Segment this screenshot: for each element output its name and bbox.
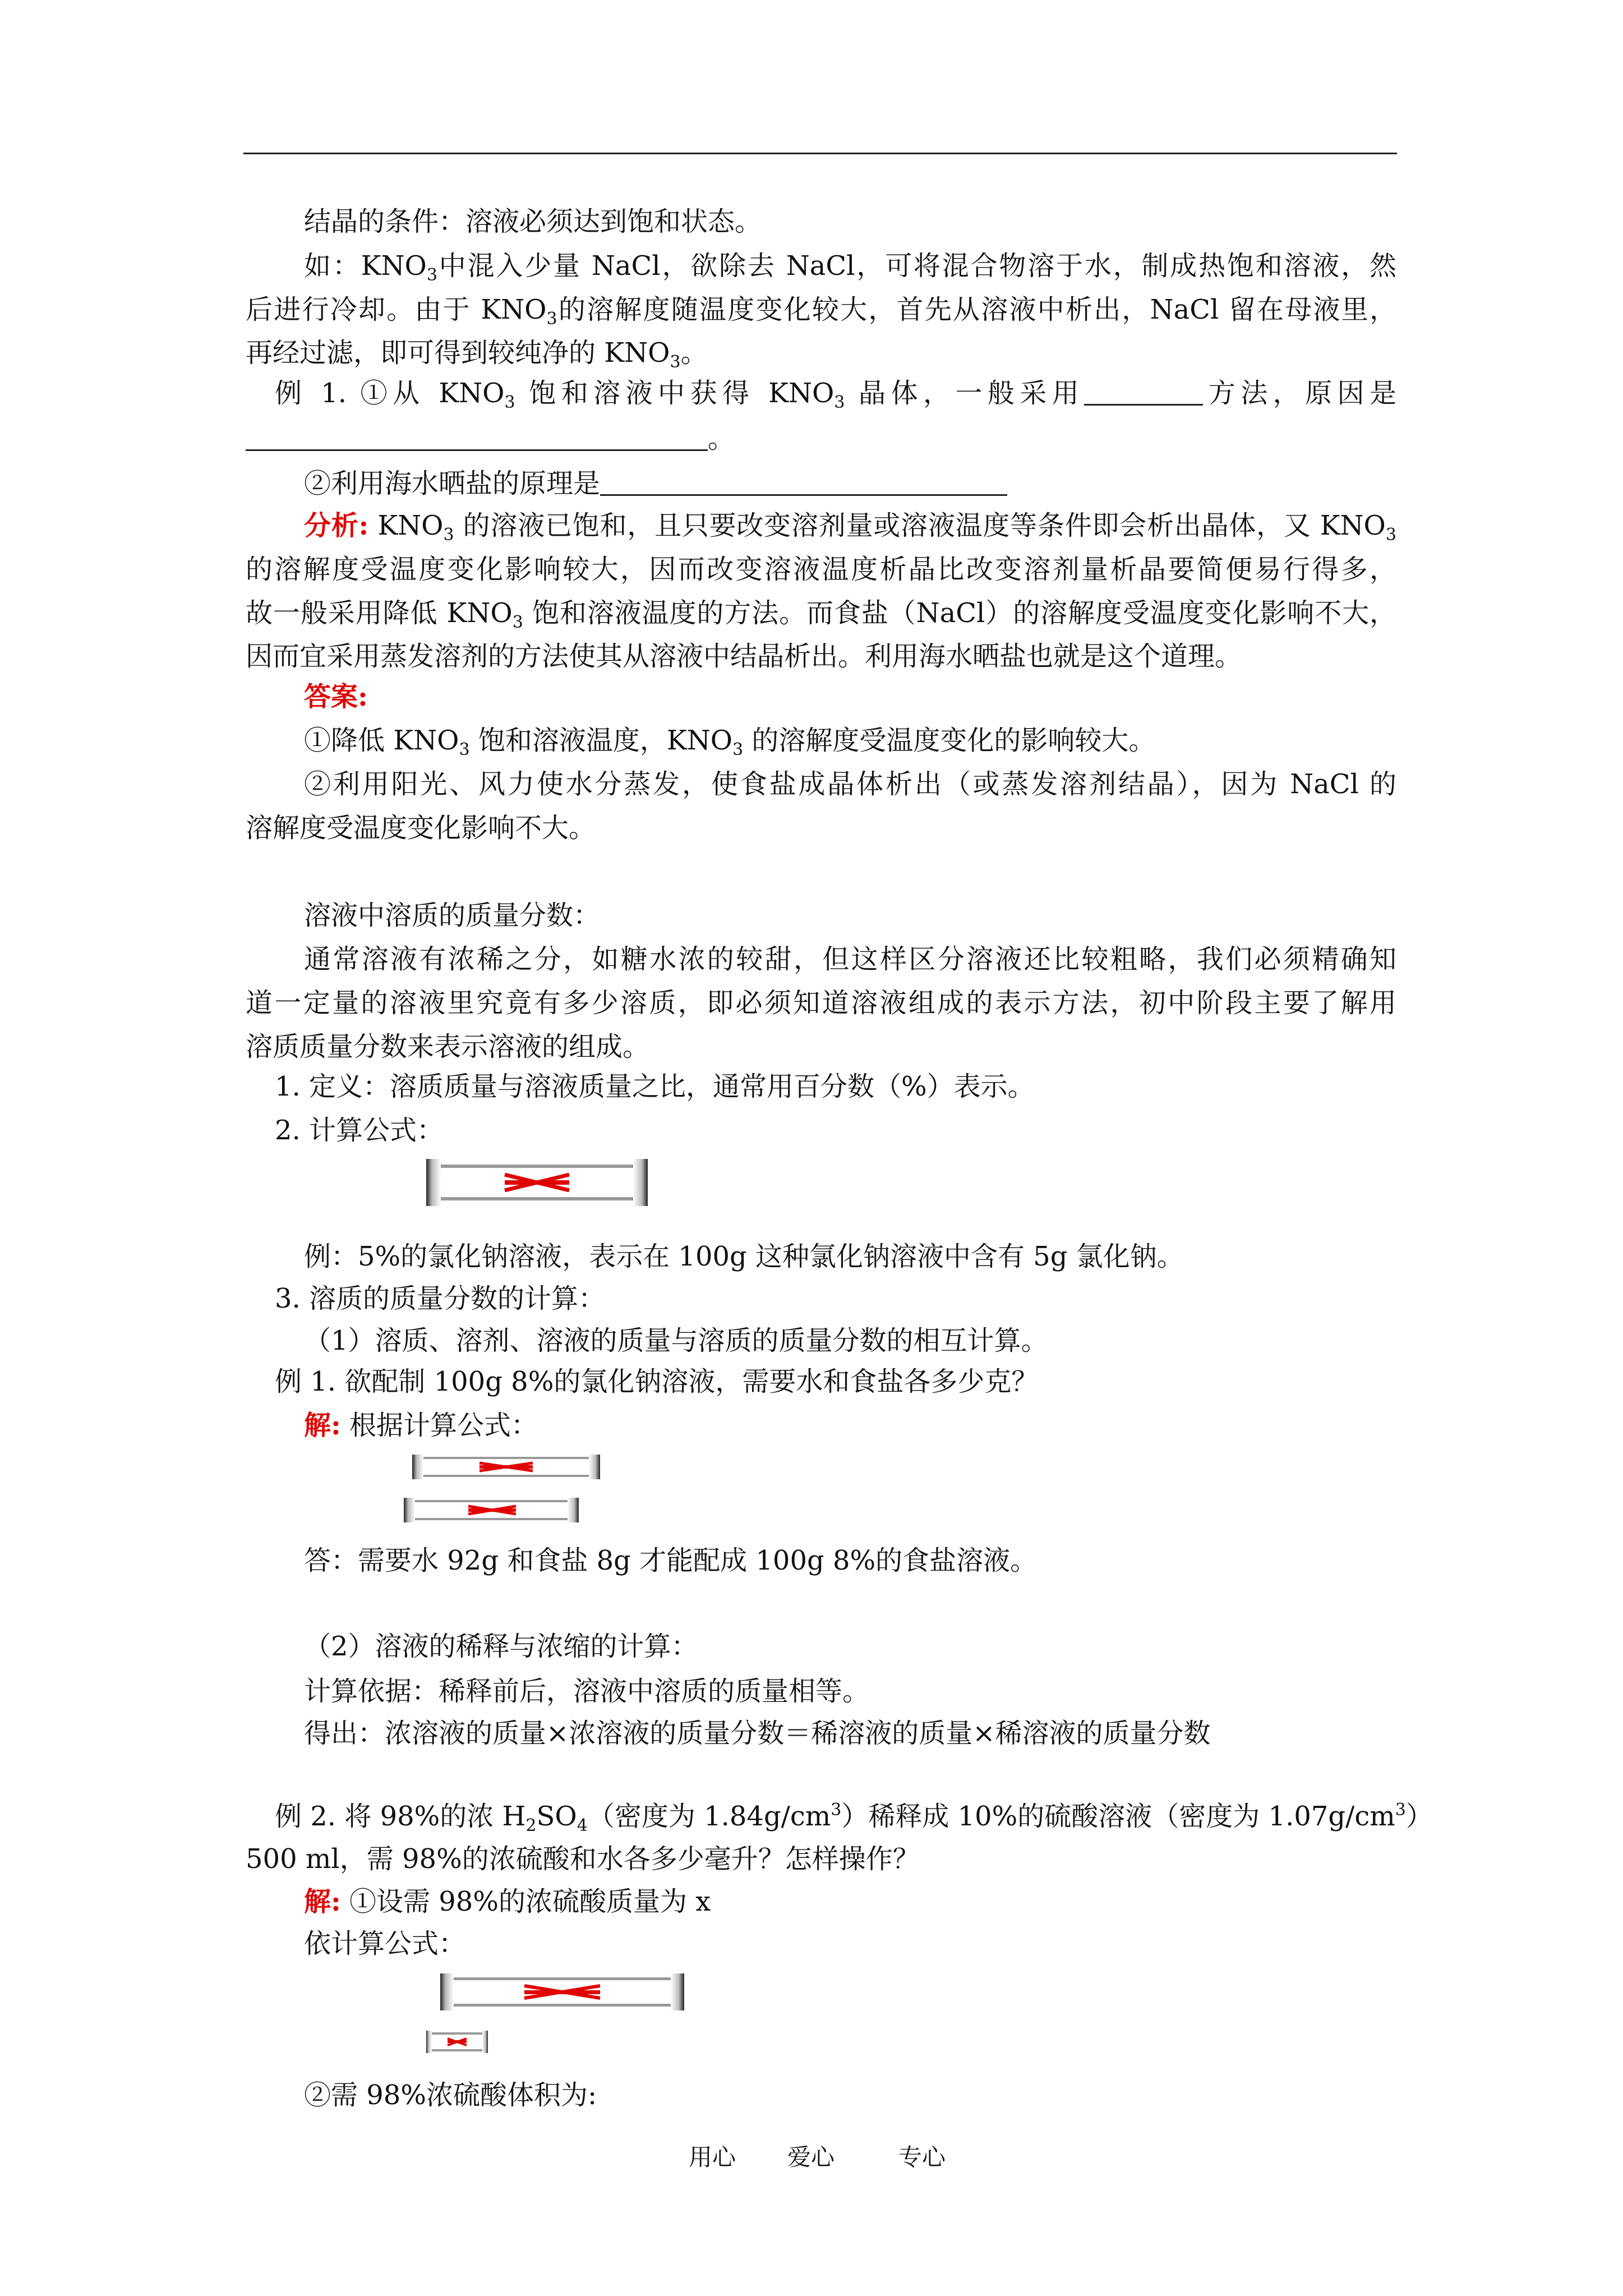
section-heading: 溶液中溶质的质量分数： [304, 900, 601, 931]
example-kno3-line-2: 后进行冷却。由于 $KNO_3$的溶解度随温度变化较大，首先从溶液中析出，NaCl 留在母液里， [246, 294, 1396, 329]
example-2-step-2: ②需 98%浓硫酸体积为: [304, 2079, 597, 2111]
solution-formula-image-1 [412, 1455, 600, 1479]
calc-example-1-answer: 答：需要水 92g 和食盐 8g 才能配成 100g 8%的食盐溶液。 [304, 1545, 1038, 1576]
answer-label: 答案: [304, 681, 368, 712]
footer-text-2: 爱心 [787, 2143, 835, 2171]
intro-line-3: 溶质质量分数来表示溶液的组成。 [246, 1031, 650, 1062]
calc-example-1-question: 例 1. 欲配制 100g 8%的氯化钠溶液，需要水和食盐各多少克？ [275, 1366, 1039, 1397]
analysis-line-1: 分析: $KNO_3$ 的溶液已饱和，且只要改变溶剂量或溶液温度等条件即会析出晶体，又 $KNO_3$ [304, 510, 1397, 545]
analysis-label: 分析: [304, 510, 369, 541]
example-kno3-line-1: 如：$KNO_3$中混入少量 NaCl，欲除去 NaCl，可将混合物溶于水，制成热饱和溶液，然 [304, 250, 1396, 285]
intro-line-2: 道一定量的溶液里究竟有多少溶质，即必须知道溶液组成的表示方法，初中阶段主要了解用 [246, 987, 1396, 1019]
footer-text-3: 专心 [898, 2143, 946, 2171]
example-2-solution: 解: ①设需 98%的浓硫酸质量为 x [304, 1886, 711, 1917]
solution-formula-image-2 [404, 1498, 579, 1522]
example-1-question: 例 1. ①从 $KNO_3$ 饱和溶液中获得 $KNO_3$ 晶体，一般采用 方法，原因是 [275, 378, 1396, 412]
calculation-heading: 3. 溶质的质量分数的计算： [275, 1283, 606, 1314]
analysis-line-2: 的溶解度受温度变化影响较大，因而改变溶液温度析晶比改变溶剂量析晶要简便易行得多， [246, 554, 1396, 585]
header-rule [243, 153, 1397, 154]
example-2-formula-image-1 [440, 1973, 684, 2010]
example-2-formula-image-2 [426, 2031, 488, 2053]
answer-blank[interactable] [246, 425, 708, 451]
example-2-line-2: 500 ml，需 98%的浓硫酸和水各多少毫升？怎样操作？ [246, 1843, 920, 1875]
answer-blank[interactable] [1084, 379, 1203, 406]
intro-line-1: 通常溶液有浓稀之分，如糖水浓的较甜，但这样区分溶液还比较粗略，我们必须精确知 [304, 944, 1396, 975]
answer-blank[interactable] [600, 470, 1007, 496]
definition: 1. 定义：溶质质量与溶液质量之比，通常用百分数（%）表示。 [275, 1071, 1035, 1102]
formula-heading: 2. 计算公式： [275, 1115, 444, 1146]
example-2-formula-heading: 依计算公式： [304, 1928, 466, 1959]
percentage-example: 例：5%的氯化钠溶液，表示在 100g 这种氯化钠溶液中含有 5g 氯化钠。 [304, 1241, 1184, 1272]
example-1-part-2: ②利用海水晒盐的原理是 [304, 467, 1007, 500]
dilution-heading: （2）溶液的稀释与浓缩的计算： [304, 1631, 698, 1662]
example-kno3-line-3: 再经过滤，即可得到较纯净的 $KNO_3$。 [246, 337, 708, 372]
example-1-reason-line: 。 [246, 422, 735, 455]
dilution-basis: 计算依据：稀释前后，溶液中溶质的质量相等。 [304, 1676, 870, 1707]
answer-2-line-2: 溶解度受温度变化影响不大。 [246, 812, 596, 844]
answer-2-line-1: ②利用阳光、风力使水分蒸发，使食盐成晶体析出（或蒸发溶剂结晶），因为 NaCl 的 [304, 769, 1396, 800]
dilution-result: 得出：浓溶液的质量×浓溶液的质量分数＝稀溶液的质量×稀溶液的质量分数 [304, 1718, 1211, 1749]
analysis-line-4: 因而宜采用蒸发溶剂的方法使其从溶液中结晶析出。利用海水晒盐也就是这个道理。 [246, 641, 1242, 672]
formula-image-placeholder [426, 1159, 648, 1206]
footer-text-1: 用心 [689, 2143, 736, 2171]
calculation-subheading: （1）溶质、溶剂、溶液的质量与溶质的质量分数的相互计算。 [304, 1325, 1048, 1356]
crystallization-condition: 结晶的条件：溶液必须达到饱和状态。 [304, 206, 762, 237]
answer-1: ①降低 $KNO_3$ 饱和溶液温度，$KNO_3$ 的溶解度受温度变化的影响较大。 [304, 725, 1156, 760]
analysis-line-3: 故一般采用降低 $KNO_3$ 饱和溶液温度的方法。而食盐（NaCl）的溶解度受温度变化影响不大， [246, 597, 1396, 632]
calc-example-1-solution: 解: 根据计算公式： [304, 1410, 538, 1441]
example-2-line-1: 例 2. 将 98%的浓 $H_2SO_4$（密度为 $1.84g/cm^3$）稀释成 10%的硫酸溶液（密度为 $1.07g/cm^3$） [275, 1800, 1433, 1835]
